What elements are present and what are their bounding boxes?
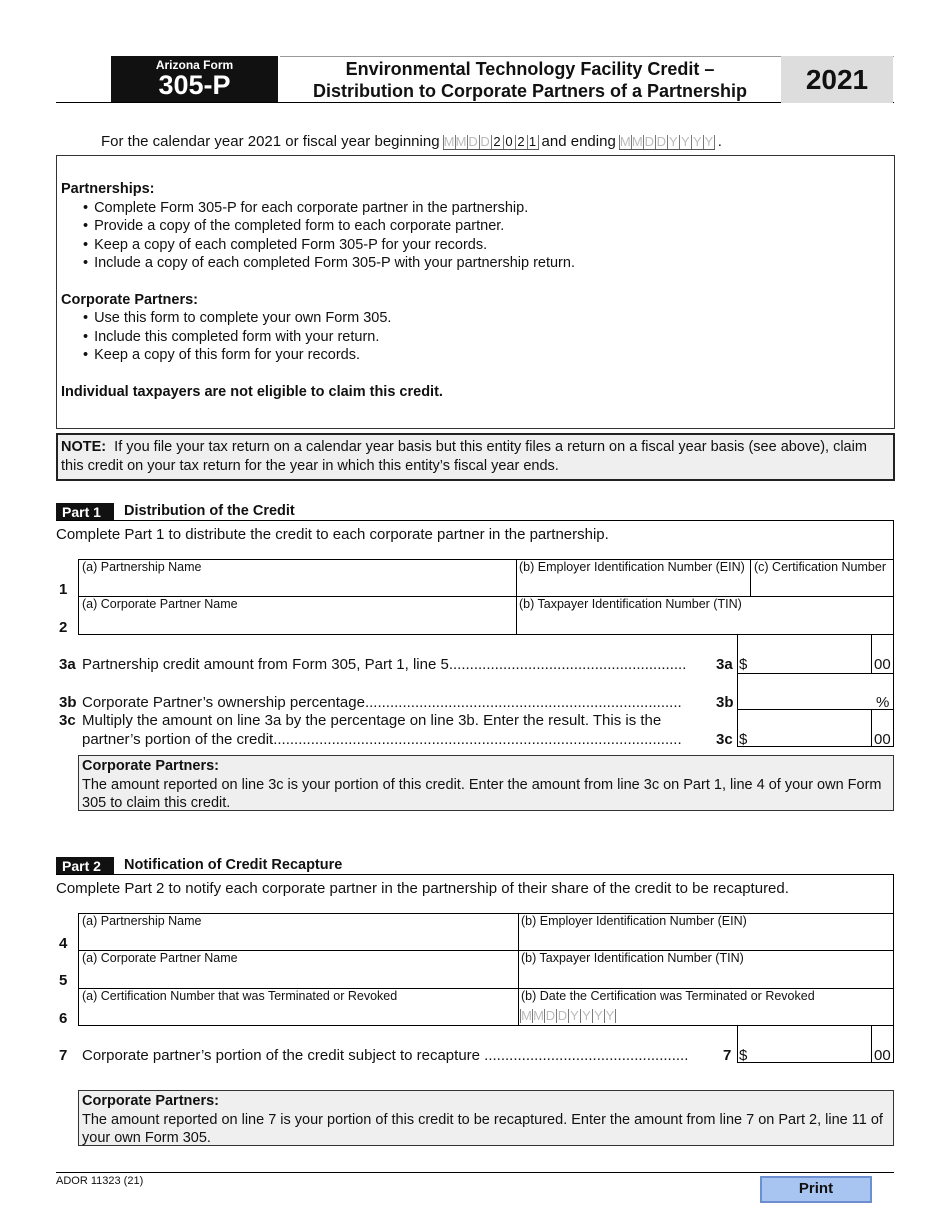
line3c-bottom — [737, 746, 894, 747]
line456-left — [78, 913, 79, 1025]
date-digit: Y — [667, 135, 679, 149]
line6-number: 6 — [59, 1010, 68, 1027]
line1-partnership-name-label: (a) Partnership Name — [82, 560, 202, 574]
line4-number: 4 — [59, 935, 68, 952]
date-digit: D — [545, 1008, 556, 1023]
line3a-bottom — [737, 673, 894, 674]
note-text: If you file your tax return on a calendar year basis but this entity files a return on a fiscal year basis (see above), claim this credit on your tax return for the year in which this entity’s fiscal year ends. — [61, 439, 867, 474]
form-badge — [111, 56, 278, 103]
date-digit: D — [557, 1008, 568, 1023]
line4-partnership-name-label: (a) Partnership Name — [82, 914, 202, 928]
date-digit: Y — [605, 1008, 615, 1023]
part1-right-border — [893, 520, 894, 746]
line3c-ref: 3c — [716, 731, 733, 748]
begin-date-field[interactable] — [443, 134, 539, 150]
partnerships-item: • Include a copy of each completed Form 305-P with your partnership return. — [83, 254, 890, 273]
line3b-ref: 3b — [716, 694, 734, 711]
date-digit: M — [455, 133, 467, 149]
print-button[interactable]: Print — [760, 1176, 872, 1203]
date-digit: Y — [691, 135, 703, 149]
individual-note: Individual taxpayers are not eligible to claim this credit. — [61, 383, 443, 400]
date-digit: M — [443, 133, 455, 149]
date-digit: Y — [592, 1009, 604, 1023]
corporate-item: • Use this form to complete your own Form 305. — [83, 309, 890, 328]
line7-cents-divider — [871, 1025, 872, 1063]
line12-mid — [516, 559, 517, 634]
corporate-list — [61, 309, 890, 365]
fiscal-year-text: For the calendar year 2021 or fiscal year beginning — [101, 133, 440, 150]
line5-partner-name-input[interactable] — [80, 966, 516, 986]
part1-rule — [56, 520, 894, 521]
form-id: ADOR 11323 (21) — [56, 1175, 144, 1187]
date-digit: D — [644, 133, 654, 149]
date-digit: Y — [568, 1009, 580, 1023]
date-digit: M — [533, 1008, 544, 1023]
part2-title: Notification of Credit Recapture — [124, 857, 343, 873]
line3c-cents: 00 — [874, 731, 891, 748]
part1-intro: Complete Part 1 to distribute the credit to each corporate partner in the partnership. — [56, 526, 609, 543]
line5-partner-name-label: (a) Corporate Partner Name — [82, 951, 238, 965]
date-digit: Y — [679, 135, 691, 149]
line7-text: Corporate partner’s portion of the credit subject to recapture ................................................. — [82, 1047, 689, 1064]
line1-ein-input[interactable] — [518, 575, 748, 595]
part2-tag: Part 2 — [56, 857, 114, 875]
part2-intro: Complete Part 2 to notify each corporate partner in the partnership of their share of the credit to be recaptured. — [56, 880, 789, 897]
part1-tag: Part 1 — [56, 503, 114, 521]
line1-cert-input[interactable] — [752, 575, 892, 595]
instructions-box — [56, 155, 895, 429]
cents-3a-divider — [871, 634, 872, 674]
line3c-dollar: $ — [739, 731, 748, 748]
date-digit: Y — [580, 1009, 592, 1023]
line1-ein-label: (b) Employer Identification Number (EIN) — [519, 560, 745, 574]
line4-ein-input[interactable] — [520, 929, 892, 949]
line1-partnership-name-input[interactable] — [80, 575, 514, 595]
note-box — [56, 433, 895, 481]
line7-amount-left — [737, 1025, 738, 1063]
date-digit: 2 — [515, 135, 527, 149]
date-digit: M — [521, 1008, 532, 1023]
line1-number: 1 — [59, 581, 68, 598]
date-digit: D — [468, 133, 478, 149]
date-digit: M — [619, 133, 631, 149]
partnerships-item: • Keep a copy of each completed Form 305-P for your records. — [83, 236, 890, 255]
line6-bottom — [78, 1025, 894, 1026]
line6-date-field[interactable] — [520, 1007, 616, 1023]
date-digit: 2 — [491, 135, 503, 149]
corporate-heading: Corporate Partners: — [61, 291, 198, 308]
footer-rule — [56, 1172, 894, 1173]
part2-box-heading: Corporate Partners: — [82, 1093, 219, 1109]
line7-ref: 7 — [723, 1047, 732, 1064]
date-digit: D — [656, 133, 666, 149]
line3b-text: Corporate Partner’s ownership percentage............................................................................ — [82, 694, 682, 711]
line5-tin-input[interactable] — [520, 966, 892, 986]
part1-box-heading: Corporate Partners: — [82, 758, 219, 774]
line3c-number: 3c — [59, 712, 76, 729]
line4-ein-label: (b) Employer Identification Number (EIN) — [521, 914, 747, 928]
line7-number: 7 — [59, 1047, 68, 1064]
line1-mid2 — [750, 559, 751, 596]
line3a-cents: 00 — [874, 656, 891, 673]
line6-cert-label: (a) Certification Number that was Terminated or Revoked — [82, 989, 398, 1003]
line2-number: 2 — [59, 619, 68, 636]
line3c-text-1: Multiply the amount on line 3a by the percentage on line 3b. Enter the result. This is the — [82, 712, 662, 729]
line3b-percent-input[interactable] — [740, 676, 870, 708]
line3c-text-2: partner’s portion of the credit.................................................................................................. — [82, 731, 682, 748]
form-label: Arizona Form — [155, 58, 234, 72]
part2-box-text: The amount reported on line 7 is your portion of this credit to be recaptured. Enter the amount from line 7 on Part 2, line 11 of your own Form 305. — [82, 1111, 883, 1146]
line2-tin-label: (b) Taxpayer Identification Number (TIN) — [519, 597, 742, 611]
line5-tin-label: (b) Taxpayer Identification Number (TIN) — [521, 951, 744, 965]
line2-bottom — [78, 634, 894, 635]
line1-cert-label: (c) Certification Number — [754, 560, 886, 574]
header-rule-bottom — [56, 102, 894, 103]
part2-rule — [56, 874, 894, 875]
line456-mid — [518, 913, 519, 1025]
end-date-field[interactable] — [619, 134, 715, 150]
line4-partnership-name-input[interactable] — [80, 929, 516, 949]
partnerships-item: • Provide a copy of the completed form to each corporate partner. — [83, 217, 890, 236]
line2-partner-name-label: (a) Corporate Partner Name — [82, 597, 238, 611]
part1-box-text: The amount reported on line 3c is your portion of this credit. Enter the amount from line 3c on Part 1, line 4 of your own Form 305 to claim this credit. — [82, 776, 882, 811]
date-digit: 1 — [527, 135, 539, 149]
title-line-2: Distribution to Corporate Partners of a Partnership — [312, 81, 748, 101]
line3a-ref: 3a — [716, 656, 733, 673]
date-digit: 0 — [503, 135, 515, 149]
note-label: NOTE: — [61, 439, 107, 455]
cents-3c-divider — [871, 709, 872, 746]
tax-year: 2021 — [781, 56, 893, 103]
line6-date-label: (b) Date the Certification was Terminated or Revoked — [521, 989, 815, 1003]
form-number: 305-P — [158, 70, 231, 100]
line3a-text: Partnership credit amount from Form 305, Part 1, line 5......................................................... — [82, 656, 687, 673]
ending-text: and ending — [541, 133, 616, 150]
line3b-number: 3b — [59, 694, 77, 711]
partnerships-list — [61, 199, 890, 273]
line3a-dollar: $ — [739, 656, 748, 673]
line6-cert-input[interactable] — [80, 1004, 516, 1024]
date-digit: Y — [704, 133, 714, 149]
partnerships-heading: Partnerships: — [61, 181, 155, 197]
line3c-amount-input[interactable] — [750, 712, 868, 744]
form-title — [280, 58, 780, 102]
date-digit: M — [631, 133, 643, 149]
title-line-1: Environmental Technology Facility Credit – — [345, 59, 715, 79]
corporate-item: • Include this completed form with your return. — [83, 328, 890, 347]
line3b-percent: % — [876, 694, 890, 711]
line7-amount-input[interactable] — [750, 1028, 868, 1060]
line5-number: 5 — [59, 972, 68, 989]
fiscal-year-line — [101, 133, 722, 150]
part1-corporate-partners-box — [78, 755, 894, 811]
part2-corporate-partners-box — [78, 1090, 894, 1146]
period-text: . — [717, 133, 722, 150]
line7-dollar: $ — [739, 1047, 748, 1064]
amount-col-left — [737, 634, 738, 746]
line2-tin-input[interactable] — [518, 612, 892, 632]
line3a-amount-input[interactable] — [750, 638, 868, 672]
part1-title: Distribution of the Credit — [124, 503, 295, 519]
line3a-number: 3a — [59, 656, 76, 673]
partnerships-item: • Complete Form 305-P for each corporate partner in the partnership. — [83, 199, 890, 218]
date-digit: D — [480, 133, 490, 149]
line12-left — [78, 559, 79, 634]
line2-partner-name-input[interactable] — [80, 612, 514, 632]
line7-bottom — [737, 1062, 894, 1063]
corporate-item: • Keep a copy of this form for your records. — [83, 346, 890, 365]
line7-cents: 00 — [874, 1047, 891, 1064]
part2-right-border — [893, 874, 894, 1062]
